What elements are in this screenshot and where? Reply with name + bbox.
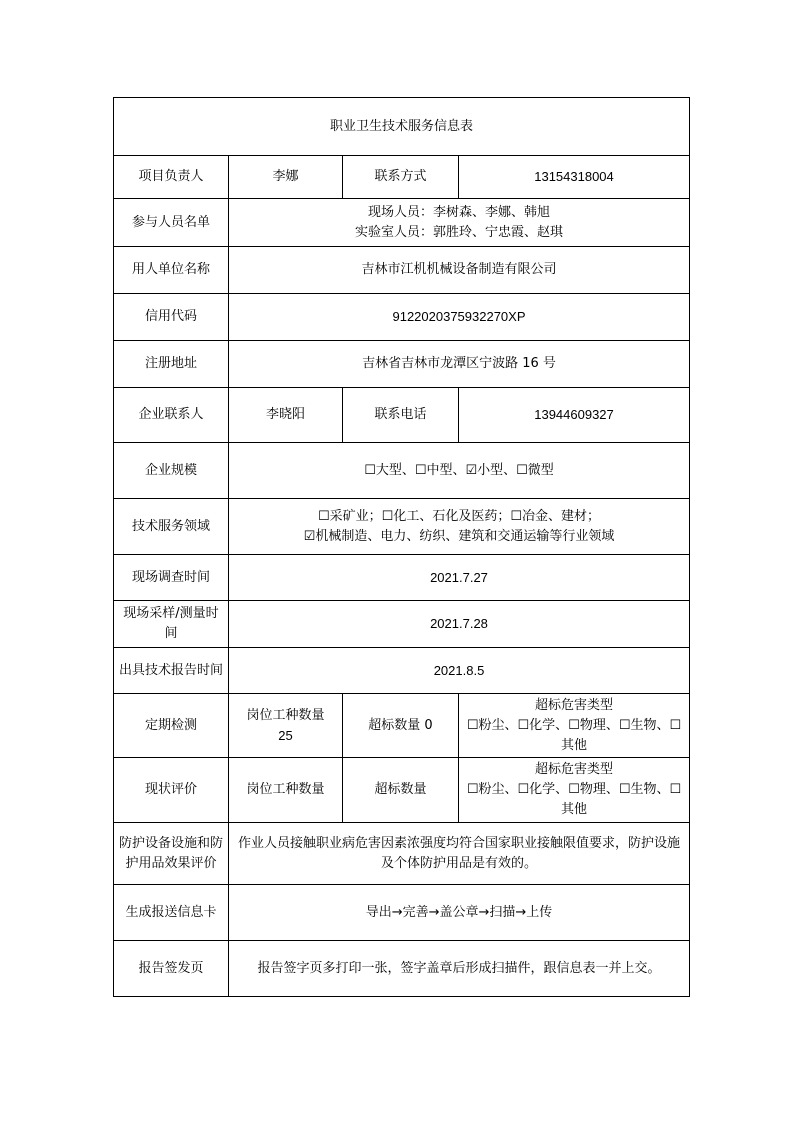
status-eval-hazard-options: ☐粉尘、☐化学、☐物理、☐生物、☐其他 <box>466 782 682 817</box>
report-time-row <box>114 648 690 694</box>
periodic-hazard <box>459 694 690 758</box>
status-eval-exceed: 超标数量 <box>343 758 459 823</box>
project-leader-row <box>114 156 690 199</box>
title-row <box>114 98 690 156</box>
project-leader-value: 李娜 <box>229 156 343 199</box>
service-field-line-1: ☐采矿业；☐化工、石化及医药；☐冶金、建材； <box>318 508 600 524</box>
status-eval-hazard-title: 超标危害类型 <box>535 762 614 777</box>
report-time-label: 出具技术报告时间 <box>114 648 229 694</box>
survey-time-row <box>114 555 690 601</box>
employer-row <box>114 247 690 294</box>
contact-label: 联系方式 <box>343 156 459 199</box>
service-field-options <box>229 499 690 555</box>
participants-value <box>229 199 690 247</box>
scale-options: ☐大型、☐中型、☑小型、☐微型 <box>229 443 690 499</box>
signing-page-value: 报告签字页多打印一张，签字盖章后形成扫描件，跟信息表一并上交。 <box>229 941 690 997</box>
credit-code-label: 信用代码 <box>114 294 229 341</box>
info-table <box>113 97 690 997</box>
sampling-time-value: 2021.7.28 <box>229 601 690 648</box>
report-time-value: 2021.8.5 <box>229 648 690 694</box>
service-field-label: 技术服务领域 <box>114 499 229 555</box>
periodic-posts <box>229 694 343 758</box>
scale-label: 企业规模 <box>114 443 229 499</box>
enterprise-contact-value: 李晓阳 <box>229 388 343 443</box>
participants-row <box>114 199 690 247</box>
table-title: 职业卫生技术服务信息表 <box>114 98 690 156</box>
credit-code-value: 9122020375932270XP <box>229 294 690 341</box>
protection-row <box>114 823 690 885</box>
report-card-steps: 导出→完善→盖公章→扫描→上传 <box>229 885 690 941</box>
employer-label: 用人单位名称 <box>114 247 229 294</box>
survey-time-value: 2021.7.27 <box>229 555 690 601</box>
report-card-row <box>114 885 690 941</box>
service-field-row <box>114 499 690 555</box>
status-eval-label: 现状评价 <box>114 758 229 823</box>
address-label: 注册地址 <box>114 341 229 388</box>
sampling-time-row <box>114 601 690 648</box>
report-card-label: 生成报送信息卡 <box>114 885 229 941</box>
survey-time-label: 现场调查时间 <box>114 555 229 601</box>
phone-value: 13944609327 <box>459 388 690 443</box>
periodic-posts-label: 岗位工种数量 <box>246 707 325 723</box>
status-eval-hazard <box>459 758 690 823</box>
periodic-posts-value: 25 <box>278 727 293 743</box>
sampling-time-label: 现场采样/测量时间 <box>114 601 229 648</box>
signing-page-row <box>114 941 690 997</box>
phone-label: 联系电话 <box>343 388 459 443</box>
project-leader-label: 项目负责人 <box>114 156 229 199</box>
participants-line-1: 现场人员：李树森、李娜、韩旭 <box>368 204 551 220</box>
address-row <box>114 341 690 388</box>
protection-value: 作业人员接触职业病危害因素浓强度均符合国家职业接触限值要求，防护设施及个体防护用品是有效的。 <box>229 823 690 885</box>
status-eval-posts: 岗位工种数量 <box>229 758 343 823</box>
participants-label: 参与人员名单 <box>114 199 229 247</box>
credit-code-row <box>114 294 690 341</box>
address-value: 吉林省吉林市龙潭区宁波路 16 号 <box>229 341 690 388</box>
periodic-exceed: 超标数量 0 <box>343 694 459 758</box>
status-eval-row <box>114 758 690 823</box>
periodic-row <box>114 694 690 758</box>
signing-page-label: 报告签发页 <box>114 941 229 997</box>
periodic-label: 定期检测 <box>114 694 229 758</box>
employer-value: 吉林市江机机械设备制造有限公司 <box>229 247 690 294</box>
periodic-hazard-options: ☐粉尘、☐化学、☐物理、☐生物、☐其他 <box>466 717 682 753</box>
participants-line-2: 实验室人员：郭胜玲、宁忠霞、赵琪 <box>355 224 564 240</box>
protection-label: 防护设备设施和防护用品效果评价 <box>114 823 229 885</box>
contact-value: 13154318004 <box>459 156 690 199</box>
enterprise-contact-row <box>114 388 690 443</box>
periodic-hazard-title: 超标危害类型 <box>535 697 614 713</box>
enterprise-contact-label: 企业联系人 <box>114 388 229 443</box>
service-field-line-2: ☑机械制造、电力、纺织、建筑和交通运输等行业领域 <box>303 528 615 544</box>
scale-row <box>114 443 690 499</box>
